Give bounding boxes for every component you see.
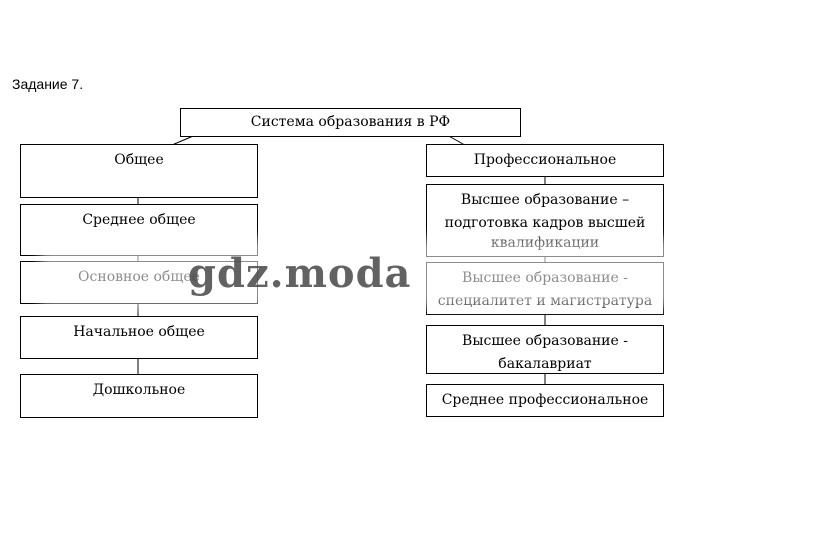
professional-education-node bbox=[426, 144, 664, 177]
general-education-node bbox=[20, 144, 258, 198]
primary-general-label: Начальное общее bbox=[73, 324, 205, 340]
higher-qualification-line-1: Высшее образование – bbox=[460, 192, 630, 208]
professional-education-label: Профессиональное bbox=[473, 152, 617, 168]
secondary-general-label: Среднее общее bbox=[82, 212, 196, 228]
primary-general-node bbox=[20, 316, 258, 359]
root-node bbox=[180, 108, 521, 137]
higher-bachelor-node bbox=[426, 325, 664, 374]
general-education-label: Общее bbox=[114, 152, 164, 168]
root-label: Система образования в РФ bbox=[250, 114, 451, 130]
secondary-professional-node bbox=[426, 384, 664, 417]
task-label: Задание 7. bbox=[12, 76, 84, 92]
preschool-node bbox=[20, 374, 258, 418]
secondary-professional-label: Среднее профессиональное bbox=[441, 392, 649, 408]
higher-bachelor-line-2: бакалавриат bbox=[498, 356, 592, 372]
higher-qualification-line-2: подготовка кадров высшей bbox=[444, 215, 646, 231]
watermark: gdz.moda bbox=[188, 250, 412, 297]
higher-bachelor-line-1: Высшее образование - bbox=[462, 333, 628, 349]
preschool-label: Дошкольное bbox=[92, 382, 186, 398]
